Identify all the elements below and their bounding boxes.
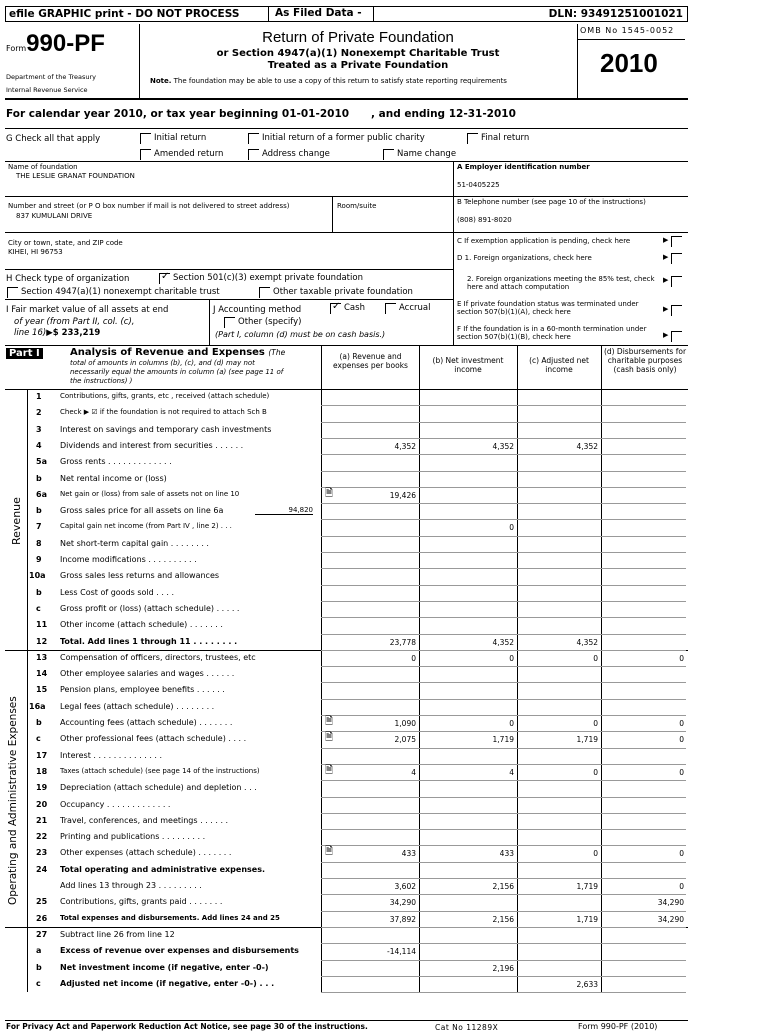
attachment-icon[interactable]: 🗎 — [325, 716, 334, 727]
col-d-header: (d) Disbursements for charitable purposes (cash basis only) — [603, 347, 687, 374]
row-line — [321, 845, 686, 846]
check-name-change[interactable]: Name change — [383, 149, 456, 160]
f-label: F If the foundation is in a 60-month termination under section 507(b)(1)(B), check here — [457, 325, 647, 341]
col-d-value: 0 — [679, 882, 684, 891]
row-line — [321, 487, 686, 488]
line-number: b — [36, 587, 42, 597]
col-b-header: (b) Net investment income — [432, 356, 504, 374]
line-number: 12 — [36, 636, 48, 646]
col-c-header: (c) Adjusted net income — [529, 356, 589, 374]
line-label: Compensation of officers, directors, trustees, etc — [60, 652, 256, 662]
row-line — [321, 813, 686, 814]
line-number: b — [36, 962, 42, 972]
line-label: Travel, conferences, and meetings . . . . . . — [60, 815, 229, 825]
dept-line1: Department of the Treasury — [6, 73, 97, 81]
line-number: 18 — [36, 766, 48, 776]
line-number: 4 — [36, 440, 42, 450]
col-b-value: 2,156 — [492, 914, 514, 924]
form-title: Return of Private Foundation — [262, 29, 454, 46]
col-a-value: 1,090 — [394, 719, 416, 728]
line-label: Gross sales price for all assets on line 6a — [60, 506, 224, 516]
check-accrual[interactable]: Accrual — [385, 303, 430, 314]
col-a-value: -14,114 — [387, 947, 416, 957]
row-line — [321, 862, 686, 863]
side-label-expenses: Operating and Administrative Expenses — [7, 696, 19, 905]
i-value-line: line 16)▶$ 233,219 — [14, 328, 101, 338]
line-label: Interest . . . . . . . . . . . . . . — [60, 750, 163, 760]
line-label: Gross sales less returns and allowances — [60, 571, 220, 581]
form-footer: Form 990-PF (2010) — [578, 1022, 658, 1031]
row-line — [321, 422, 686, 423]
row-line — [321, 503, 686, 504]
line-label: Gross rents . . . . . . . . . . . . . — [60, 457, 172, 467]
col-c-value: 0 — [593, 653, 598, 663]
line-label: Contributions, gifts, grants paid . . . . . . . — [60, 897, 223, 907]
efile-label: efile GRAPHIC print - DO NOT PROCESS — [9, 8, 240, 20]
line-number: c — [36, 603, 41, 613]
inline-amount: 94,820 — [255, 506, 313, 515]
c-check[interactable]: ▶ — [663, 236, 685, 247]
col-c-value: 4,352 — [576, 441, 598, 451]
line-label: Subtract line 26 from line 12 — [60, 929, 175, 939]
row-line — [321, 992, 686, 993]
line-number: 27 — [36, 929, 48, 939]
row-line — [321, 976, 686, 977]
g-label: G Check all that apply — [6, 134, 101, 144]
row-line — [321, 894, 686, 895]
line-number: b — [36, 506, 42, 516]
line-number: c — [36, 734, 41, 744]
line-label: Printing and publications . . . . . . . . . — [60, 832, 206, 842]
line-number: 23 — [36, 848, 48, 858]
check-cash[interactable]: ✓ Cash — [330, 303, 365, 314]
line-number: 15 — [36, 685, 48, 695]
row-line — [321, 780, 686, 781]
row-line — [321, 748, 686, 749]
check-other-taxable[interactable]: Other taxable private foundation — [259, 287, 413, 298]
filed-label: As Filed Data - — [268, 7, 362, 21]
row-line — [321, 617, 686, 618]
ein-label: A Employer identification number — [457, 163, 590, 171]
col-a-value: 4 — [411, 767, 416, 777]
f-check[interactable]: ▶ — [663, 331, 685, 342]
efile-banner — [5, 6, 688, 22]
h-label: H Check type of organization — [6, 274, 130, 284]
col-c-value: 1,719 — [576, 882, 598, 891]
line-label: Net rental income or (loss) — [60, 473, 167, 483]
col-d-value: 0 — [679, 653, 684, 663]
col-b-value: 4,352 — [492, 441, 514, 451]
row-line — [321, 650, 686, 651]
line-number: 10a — [29, 571, 46, 581]
col-a-value: 37,892 — [389, 914, 416, 924]
d2-check[interactable]: ▶ — [663, 276, 685, 287]
e-check[interactable]: ▶ — [663, 305, 685, 316]
row-line — [321, 405, 686, 406]
e-label: E If private foundation status was terminated under section 507(b)(1)(A), check here — [457, 300, 639, 316]
line-number: 6a — [36, 489, 47, 499]
col-b-value: 4 — [509, 767, 514, 777]
col-c-value: 1,719 — [576, 914, 598, 924]
col-b-value: 1,719 — [492, 735, 514, 745]
col-c-value: 1,719 — [576, 735, 598, 745]
j-label: J Accounting method — [213, 305, 302, 315]
part1-desc1: total of amounts in columns (b), (c), and (d) may not — [70, 359, 255, 367]
line-label: Net gain or (loss) from sale of assets not on line 10 — [60, 489, 240, 498]
col-b-value: 4,352 — [492, 637, 514, 647]
row-line — [321, 585, 686, 586]
line-number: 26 — [36, 913, 48, 923]
d1-label: D 1. Foreign organizations, check here — [457, 254, 592, 262]
line-number: 24 — [36, 864, 48, 874]
ein-value: 51-0405225 — [457, 181, 500, 189]
form-subtitle1: or Section 4947(a)(1) Nonexempt Charitable Trust — [216, 48, 500, 59]
row-line — [321, 715, 686, 716]
check-4947[interactable]: Section 4947(a)(1) nonexempt charitable trust — [7, 287, 220, 298]
line-label: Capital gain net income (from Part IV , line 2) . . . — [60, 522, 232, 531]
line-label: Add lines 13 through 23 . . . . . . . . . — [60, 881, 202, 890]
col-b-value: 2,156 — [492, 882, 514, 891]
col-a-value: 19,426 — [389, 490, 416, 500]
line-label: Other professional fees (attach schedule) . . . . — [60, 734, 247, 744]
col-c-value: 0 — [593, 849, 598, 859]
line-number: 20 — [36, 799, 48, 809]
line-label: Less Cost of goods sold . . . . — [60, 587, 175, 597]
line-number: 2 — [36, 408, 42, 418]
grid-line — [27, 389, 28, 992]
street-label: Number and street (or P O box number if mail is not delivered to street address) — [8, 202, 290, 210]
line-label: Dividends and interest from securities . . . . . . — [60, 440, 244, 450]
line-number: a — [36, 946, 42, 956]
col-c-value: 0 — [593, 719, 598, 728]
city-label: City or town, state, and ZIP code — [8, 239, 123, 247]
check-other-specify[interactable]: Other (specify) — [224, 317, 301, 328]
line-label: Accounting fees (attach schedule) . . . . . . . — [60, 718, 233, 727]
col-b-value: 0 — [509, 719, 514, 728]
line-number: 25 — [36, 897, 48, 907]
line-label: Total operating and administrative expenses. — [60, 864, 265, 874]
omb-number: OMB No 1545-0052 — [580, 26, 675, 35]
line-number: 5a — [36, 457, 47, 467]
col-a-value: 23,778 — [389, 637, 416, 647]
line-label: Interest on savings and temporary cash investments — [60, 424, 272, 434]
col-d-value: 0 — [679, 849, 684, 859]
check-address[interactable]: Address change — [248, 149, 330, 160]
line-label: Pension plans, employee benefits . . . . . . — [60, 685, 225, 695]
row-line — [321, 536, 686, 537]
check-501c3[interactable]: ✓ Section 501(c)(3) exempt private foundation — [159, 273, 363, 284]
phone-label: B Telephone number (see page 10 of the instructions) — [457, 198, 646, 206]
row-line — [321, 601, 686, 602]
row-line — [321, 797, 686, 798]
j-note: (Part I, column (d) must be on cash basis.) — [215, 330, 386, 339]
line-number: 8 — [36, 538, 42, 548]
line-number: 19 — [36, 783, 48, 793]
attachment-icon[interactable]: 🗎 — [325, 764, 334, 776]
part1-desc2: necessarily equal the amounts in column (a) (see page 11 of — [70, 368, 284, 376]
cat-number: Cat No 11289X — [435, 1023, 499, 1032]
line-label: Taxes (attach schedule) (see page 14 of the instructions) — [60, 766, 260, 775]
dept-line2: Internal Revenue Service — [6, 86, 88, 94]
line-label: Total expenses and disbursements. Add lines 24 and 25 — [60, 913, 280, 922]
check-initial-former[interactable]: Initial return of a former public charity — [248, 133, 425, 144]
col-d-value: 34,290 — [657, 898, 684, 908]
row-line — [321, 454, 686, 455]
line-number: b — [36, 718, 42, 727]
line-number: 11 — [36, 620, 48, 630]
col-b-value: 2,196 — [492, 963, 514, 973]
attachment-icon[interactable]: 🗎 — [325, 487, 334, 499]
line-label: Net short-term capital gain . . . . . . . . — [60, 538, 209, 548]
line-label: Check ▶ ☑ if the foundation is not required to attach Sch B — [60, 408, 267, 417]
side-label-revenue: Revenue — [10, 497, 23, 545]
d1-check[interactable]: ▶ — [663, 253, 685, 264]
city-value: KIHEI, HI 96753 — [8, 248, 63, 256]
tax-year: 2010 — [600, 48, 658, 78]
row-line — [321, 519, 686, 520]
form-note: Note. The foundation may be able to use a copy of this return to satisfy state reporting requirements — [150, 77, 507, 85]
col-d-value: 0 — [679, 767, 684, 777]
col-a-value: 4,352 — [394, 441, 416, 451]
col-a-header: (a) Revenue and expenses per books — [333, 352, 408, 370]
foundation-name: THE LESLIE GRANAT FOUNDATION — [16, 172, 135, 180]
row-line — [321, 568, 686, 569]
d2-label: 2. Foreign organizations meeting the 85% test, check here and attach computation — [467, 275, 655, 291]
row-line — [321, 829, 686, 830]
row-line — [321, 699, 686, 700]
row-line — [321, 634, 686, 635]
col-b-value: 433 — [499, 849, 514, 859]
col-a-value: 2,075 — [394, 735, 416, 745]
i-label2: of year (from Part II, col. (c), — [14, 317, 135, 327]
c-label: C If exemption application is pending, check here — [457, 237, 631, 245]
part1-desc3: the instructions) ) — [70, 377, 133, 385]
row-line — [321, 764, 686, 765]
col-a-value: 433 — [401, 849, 416, 859]
line-label: Excess of revenue over expenses and disbursements — [60, 946, 299, 956]
col-d-value: 34,290 — [657, 914, 684, 924]
line-label: Contributions, gifts, grants, etc , received (attach schedule) — [60, 392, 270, 400]
line-label: Legal fees (attach schedule) . . . . . . . . — [60, 701, 215, 711]
row-line — [321, 878, 686, 879]
line-number: 7 — [36, 522, 42, 532]
street-value: 837 KUMULANI DRIVE — [16, 212, 93, 220]
col-c-value: 4,352 — [576, 637, 598, 647]
row-line — [321, 927, 686, 928]
line-number: 22 — [36, 832, 48, 842]
col-a-value: 3,602 — [394, 882, 416, 891]
col-c-value: 2,633 — [576, 979, 598, 989]
line-label: Gross profit or (loss) (attach schedule) . . . . . — [60, 603, 240, 613]
row-line — [321, 552, 686, 553]
name-label: Name of foundation — [8, 163, 78, 171]
line-label: Net investment income (if negative, enter -0-) — [60, 962, 269, 972]
col-a-value: 0 — [411, 653, 416, 663]
col-a-value: 34,290 — [389, 898, 416, 908]
line-label: Depreciation (attach schedule) and depletion . . . — [60, 783, 257, 793]
privacy-notice: For Privacy Act and Paperwork Reduction Act Notice, see page 30 of the instructions. — [6, 1022, 368, 1031]
form-subtitle2: Treated as a Private Foundation — [267, 60, 449, 71]
line-number: 1 — [36, 392, 42, 401]
row-line — [321, 731, 686, 732]
line-label: Income modifications . . . . . . . . . . — [60, 555, 197, 564]
check-initial[interactable]: Initial return — [140, 133, 206, 144]
col-b-value: 0 — [509, 523, 514, 533]
grid-line — [5, 389, 688, 390]
phone-value: (808) 891-8020 — [457, 216, 512, 224]
col-d-value: 0 — [679, 719, 684, 728]
check-amended[interactable]: Amended return — [140, 149, 223, 160]
line-label: Other expenses (attach schedule) . . . . . . . — [60, 848, 232, 858]
part1-title: Analysis of Revenue and Expenses (The — [70, 347, 286, 358]
row-line — [321, 943, 686, 944]
check-final[interactable]: Final return — [467, 133, 529, 144]
row-line — [321, 438, 686, 439]
line-label: Occupancy . . . . . . . . . . . . . — [60, 799, 171, 809]
col-c-value: 0 — [593, 767, 598, 777]
line-number: 13 — [36, 652, 48, 662]
part1-label: Part I — [6, 348, 43, 359]
dln-label: DLN: 93491251001021 — [548, 8, 683, 20]
form-number: Form990-PF — [6, 30, 105, 57]
col-b-value: 0 — [509, 653, 514, 663]
row-line — [321, 666, 686, 667]
i-label1: I Fair market value of all assets at end — [6, 305, 169, 315]
line-number: 21 — [36, 815, 48, 825]
line-number: c — [36, 978, 41, 988]
attachment-icon[interactable]: 🗎 — [325, 846, 334, 858]
line-label: Other employee salaries and wages . . . . . . — [60, 669, 235, 679]
line-number: 17 — [36, 750, 48, 760]
line-label: Total. Add lines 1 through 11 . . . . . . . . — [60, 636, 238, 646]
line-number: b — [36, 473, 42, 483]
row-line — [321, 471, 686, 472]
line-number: 16a — [29, 701, 46, 711]
line-number: 14 — [36, 669, 48, 679]
attachment-icon[interactable]: 🗎 — [325, 732, 334, 744]
row-line — [321, 911, 686, 912]
col-d-value: 0 — [679, 735, 684, 745]
line-number: 3 — [36, 424, 42, 434]
line-label: Other income (attach schedule) . . . . . . . — [60, 620, 223, 630]
calendar-year: For calendar year 2010, or tax year beginning 01-01-2010 , and ending 12-31-2010 — [6, 108, 516, 120]
line-number: 9 — [36, 555, 42, 564]
row-line — [321, 682, 686, 683]
row-line — [321, 960, 686, 961]
room-label: Room/suite — [337, 202, 377, 210]
line-label: Adjusted net income (if negative, enter -0-) . . . — [60, 978, 275, 988]
